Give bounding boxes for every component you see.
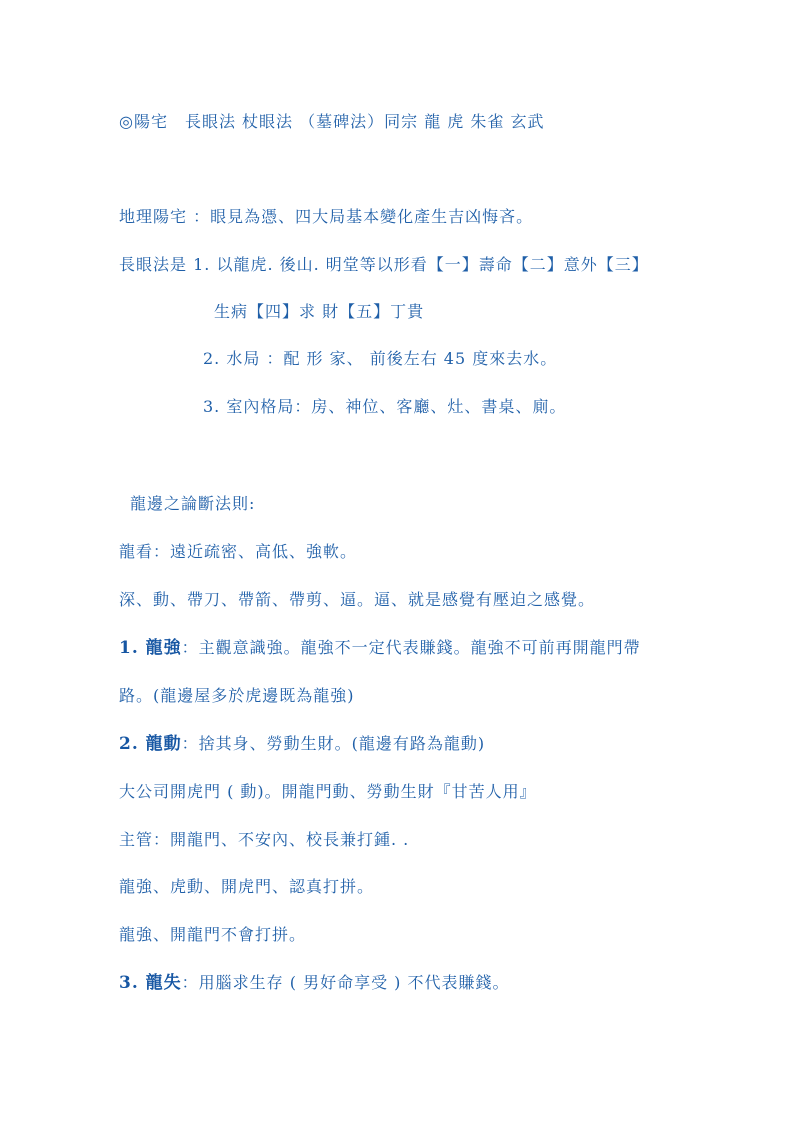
rule-1-label: 1. 龍強 xyxy=(119,638,182,658)
rule-3-label: 3. 龍失 xyxy=(119,973,182,993)
rule-2-text: ：捨其身、勞動生財。(龍邊有路為龍動) xyxy=(181,734,486,753)
rule-3 xyxy=(119,973,510,993)
section-heading: 龍邊之論斷法則: xyxy=(130,494,256,513)
note-line: 大公司開虎門 ( 動)。開龍門動、勞動生財『甘苦人用』 xyxy=(119,782,537,801)
rule-1-cont: 路。(龍邊屋多於虎邊既為龍強) xyxy=(119,686,355,705)
rule-3-text: ：用腦求生存 ( 男好命享受 ) 不代表賺錢。 xyxy=(181,973,510,992)
method-line-4: 3. 室內格局：房、神位、客廳、灶、書桌、廁。 xyxy=(203,397,567,416)
rule-1-text: ：主觀意識強。龍強不一定代表賺錢。龍強不可前再開龍門帶 xyxy=(181,638,641,657)
rule-2-label: 2. 龍動 xyxy=(119,734,182,754)
note-line: 主管：開龍門、不安內、校長兼打鍾. . xyxy=(119,830,410,849)
doc-title: ◎陽宅 長眼法 杖眼法 （墓碑法）同宗 龍 虎 朱雀 玄武 xyxy=(119,112,545,131)
method-line-1: 長眼法是 1. 以龍虎. 後山. 明堂等以形看【一】壽命【二】意外【三】 xyxy=(119,255,649,274)
note-line: 龍強、虎動、開虎門、認真打拼。 xyxy=(119,877,375,896)
method-line-2: 生病【四】求 財【五】丁貴 xyxy=(214,302,425,321)
rule-1 xyxy=(119,638,641,658)
observe-line: 龍看：遠近疏密、高低、強軟。 xyxy=(119,542,358,561)
intro-line: 地理陽宅 ：眼見為憑、四大局基本變化產生吉凶悔吝。 xyxy=(119,207,534,226)
method-line-3: 2. 水局 ：配 形 家、 前後左右 45 度來去水。 xyxy=(203,349,558,368)
note-line: 龍強、開龍門不會打拼。 xyxy=(119,925,307,944)
features-line: 深、動、帶刀、帶箭、帶剪、逼。逼、就是感覺有壓迫之感覺。 xyxy=(119,590,596,609)
rule-2 xyxy=(119,734,485,754)
